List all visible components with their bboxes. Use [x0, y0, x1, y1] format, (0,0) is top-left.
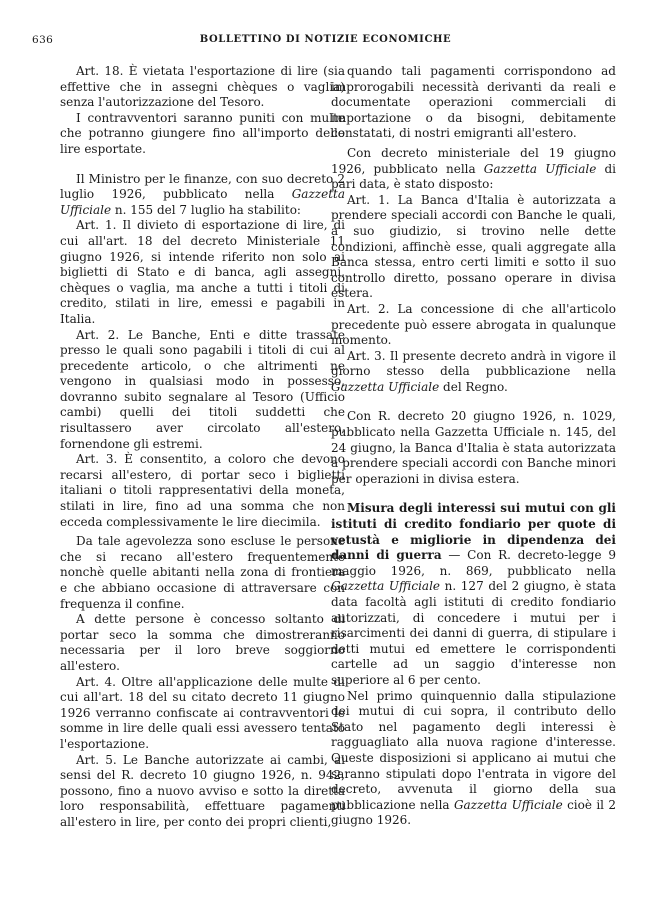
section-heading: Misura degli interessi sui mutui con gli istituti di credito fondiario per quote di vetustà e migliorie in dipendenza dei danni di guerra: [331, 501, 616, 563]
paragraph: Art. 4. Oltre all'applicazione delle multe di cui all'art. 18 del su citato decreto 11 giugno 1926 verranno confiscate ai contravventori le somme in lire delle quali essi avessero tentato l'esportazione.: [60, 674, 345, 751]
right-column: [331, 64, 616, 829]
paragraph: Il Ministro per le finanze, con suo decreto 2 luglio 1926, pubblicato nella Gazzetta Ufficiale n. 155 del 7 luglio ha stabilito:: [60, 171, 345, 217]
left-column: [60, 64, 345, 831]
paragraph: Da tale agevolezza sono escluse le persone che si recano all'estero frequentemente nonchè quelle abitanti nella zona di frontiera e che abbiano occasione di attraversare con frequenza il confine.: [60, 534, 345, 611]
paragraph: Art. 18. È vietata l'esportazione di lire (sia effettive che in assegni chèques o vaglia) senza l'autorizzazione del Tesoro.: [60, 64, 345, 110]
paragraph: Art. 1. La Banca d'Italia è autorizzata a prendere speciali accordi con Banche le quali, a suo giudizio, si trovino nelle dette condizioni, affinchè esse, quali aggregate alla Banca stessa, entro certi limiti e sotto il suo controllo diretto, possano operare in divisa estera.: [331, 192, 616, 301]
paragraph: Art. 1. Il divieto di esportazione di lire, di cui all'art. 18 del decreto Ministeriale 11 giugno 1926, si intende riferito non solo ai biglietti di Stato e di banca, agli assegni, chèques o vaglia, ma anche a tutti i titoli di credito, stilati in lire, emessi e pagabili in Italia.: [60, 218, 345, 326]
gazette-title: Gazzetta Ufficiale: [331, 379, 440, 394]
gazette-title: Gazzetta Ufficiale: [483, 161, 597, 176]
paragraph: Art. 5. Le Banche autorizzate ai cambi, ai sensi del R. decreto 10 giugno 1926, n. 942, possono, fino a nuovo avviso e sotto la diretta loro responsabilità, effettuare pagamenti all'estero in lire, per conto dei propri clienti,: [60, 752, 345, 829]
paragraph: A dette persone è concesso soltanto di portar seco la somma che dimostreranno necessaria per il loro breve soggiorno all'estero.: [60, 612, 345, 673]
gazette-title: Gazzetta Ufficiale: [331, 579, 441, 594]
paragraph: Con R. decreto 20 giugno 1926, n. 1029, pubblicato nella Gazzetta Ufficiale n. 145, del 24 giugno, la Banca d'Italia è stata autorizzata a prendere speciali accordi con Banche minori per operazioni in divisa estera.: [331, 409, 616, 486]
paragraph: Misura degli interessi sui mutui con gli istituti di credito fondiario per quote di vetustà e migliorie in dipendenza dei danni di guerra — Con R. decreto-legge 9 maggio 1926, n. 869, pubblicato nella Gazzetta Ufficiale n. 127 del 2 giugno, è stata data facoltà agli istituti di credito fondiario autorizzati, di concedere i mutui per i risarcimenti dei danni di guerra, di stipulare i detti mutui ed emettere le corrispondenti cartelle ad un saggio d'interesse non superiore al 6 per cento.: [331, 501, 616, 687]
paragraph: Nel primo quinquennio dalla stipulazione dei mutui di cui sopra, il contributo dello Stato nel pagamento degli interessi è ragguagliato alla nuova ragione d'interesse. Queste disposizioni si applicano ai mutui che saranno stipulati dopo l'entrata in vigore del decreto, avvenuta il giorno della sua pubblicazione nella Gazzetta Ufficiale cioè il 2 giugno 1926.: [331, 688, 616, 828]
paragraph: Art. 3. È consentito, a coloro che devono recarsi all'estero, di portar seco i biglietti italiani o titoli rappresentativi della moneta, stilati in lire, fino ad una somma che non ecceda complessivamente le lire diecimila.: [60, 452, 345, 529]
paragraph: I contravventori saranno puniti con multe che potranno giungere fino all'importo delle lire esportate.: [60, 110, 345, 156]
paragraph: Art. 3. Il presente decreto andrà in vigore il giorno stesso della pubblicazione nella Gazzetta Ufficiale del Regno.: [331, 348, 616, 394]
paragraph: Art. 2. La concessione di che all'articolo precedente può essere abrogata in qualunque momento.: [331, 301, 616, 348]
paragraph: quando tali pagamenti corrispondono ad improrogabili necessità derivanti da reali e documentate operazioni commerciali di importazione o da bisogni, debitamente constatati, di nostri emigranti all'estero.: [331, 64, 616, 141]
page-header: [30, 34, 621, 50]
paragraph: Art. 2. Le Banche, Enti e ditte trassate presso le quali sono pagabili i titoli di cui al precedente articolo, o che altrimenti ne vengono in qualsiasi modo in possesso, dovranno subito segnalare al Tesoro (Ufficio cambi) quelli dei titoli suddetti che risultassero aver circolato all'estero, fornendone gli estremi.: [60, 327, 345, 451]
running-title: BOLLETTINO DI NOTIZIE ECONOMICHE: [199, 34, 452, 45]
gazette-title: Gazzetta Ufficiale: [453, 797, 563, 812]
page-number: 636: [32, 34, 54, 46]
gazette-title: Gazzetta Ufficiale: [60, 187, 345, 217]
paragraph: Con decreto ministeriale del 19 giugno 1926, pubblicato nella Gazzetta Ufficiale di pari data, è stato disposto:: [331, 145, 616, 192]
